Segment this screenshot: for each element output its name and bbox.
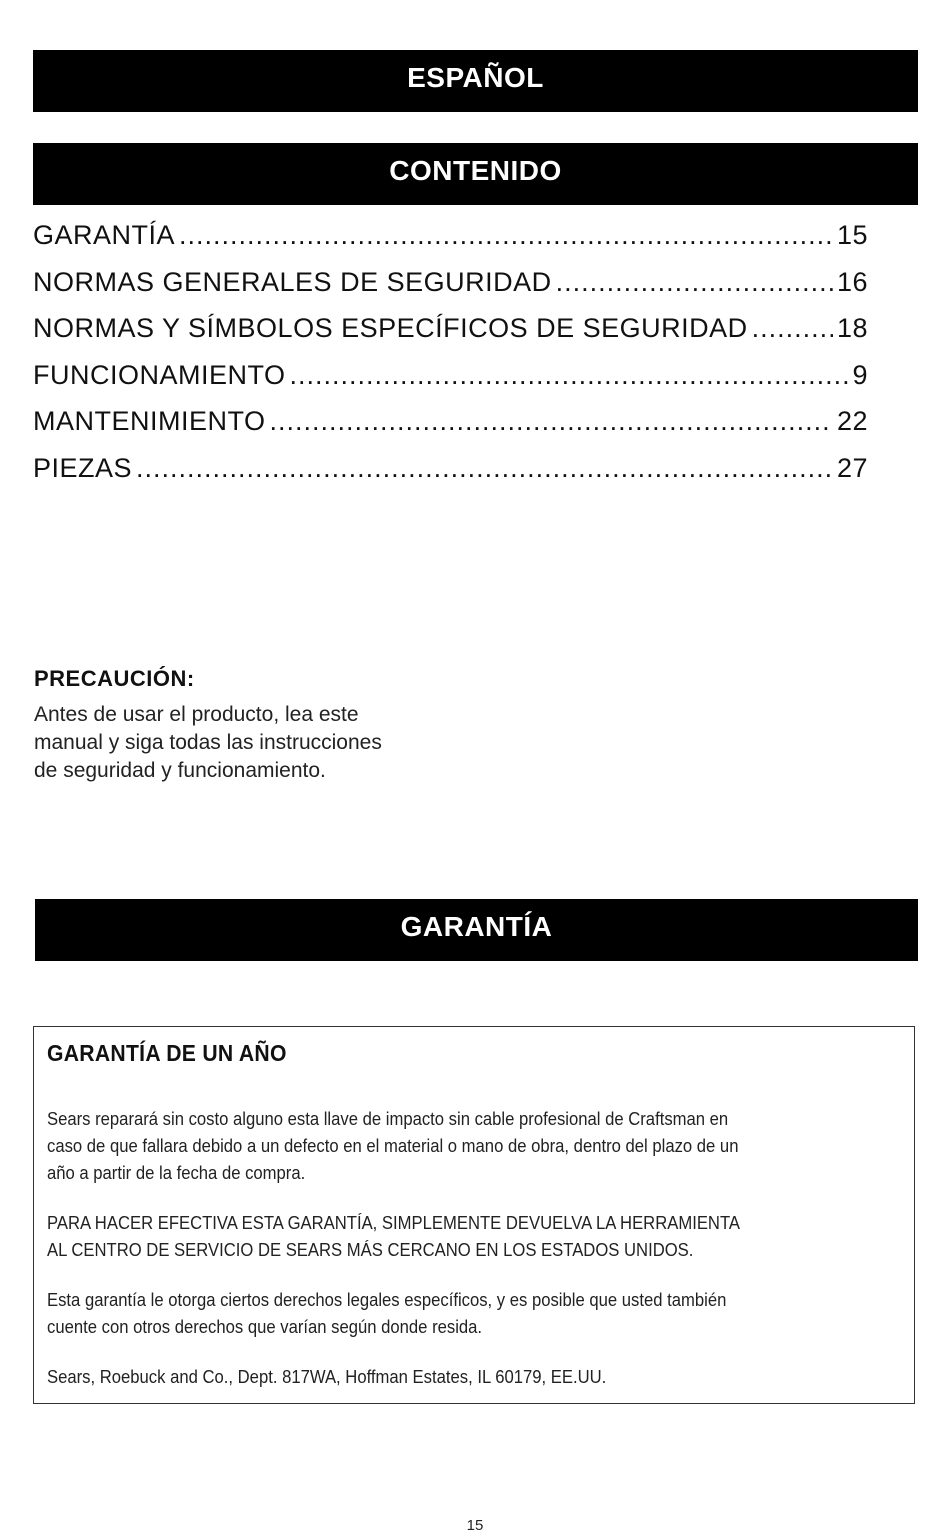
toc-dot-leader	[290, 360, 849, 391]
toc-item-page: 27	[836, 452, 868, 483]
warranty-header-bar	[35, 899, 918, 961]
page-number: 15	[466, 1517, 484, 1534]
caution-text	[34, 701, 454, 785]
caution-line: Antes de usar el producto, lea este	[34, 703, 359, 726]
warranty-address	[47, 1363, 884, 1390]
toc-item-funcionamiento[interactable]	[33, 360, 868, 407]
warranty-line: PARA HACER EFECTIVA ESTA GARANTÍA, SIMPLEMENTE DEVUELVA LA HERRAMIENTA	[47, 1212, 740, 1233]
warranty-line: Sears, Roebuck and Co., Dept. 817WA, Hoffman Estates, IL 60179, EE.UU.	[47, 1366, 607, 1387]
toc-item-title: NORMAS GENERALES DE SEGURIDAD	[33, 266, 552, 297]
toc-dot-leader	[270, 406, 833, 437]
warranty-paragraph	[47, 1209, 884, 1263]
toc-item-piezas[interactable]	[33, 453, 868, 500]
table-of-contents	[33, 220, 868, 499]
warranty-line: AL CENTRO DE SERVICIO DE SEARS MÁS CERCANO EN LOS ESTADOS UNIDOS.	[47, 1239, 694, 1260]
caution-line: de seguridad y funcionamiento.	[34, 759, 326, 782]
toc-item-page: 18	[836, 313, 868, 343]
warranty-paragraph	[47, 1286, 884, 1340]
toc-item-page: 9	[852, 359, 868, 390]
language-header-bar	[33, 50, 918, 112]
toc-dot-leader	[136, 453, 833, 484]
warranty-paragraph	[47, 1105, 884, 1186]
toc-item-page: 22	[836, 406, 868, 436]
caution-title: PRECAUCIÓN:	[34, 666, 195, 691]
toc-dot-leader	[556, 267, 833, 298]
warranty-box-heading: GARANTÍA DE UN AÑO	[47, 1040, 287, 1066]
warranty-line: caso de que fallara debido a un defecto en el material o mano de obra, dentro del plazo de un	[47, 1135, 739, 1156]
toc-item-page: 15	[836, 220, 868, 250]
warranty-line: Sears reparará sin costo alguno esta llave de impacto sin cable profesional de Craftsman en	[47, 1108, 729, 1129]
toc-item-normas-especificas[interactable]	[33, 313, 868, 360]
warranty-line: año a partir de la fecha de compra.	[47, 1162, 306, 1183]
toc-item-title: MANTENIMIENTO	[33, 406, 266, 436]
toc-item-page: 16	[836, 266, 868, 297]
toc-item-normas-generales[interactable]	[33, 267, 868, 314]
toc-item-title: FUNCIONAMIENTO	[33, 359, 286, 390]
language-title: ESPAÑOL	[407, 62, 544, 93]
contents-header-bar	[33, 143, 918, 205]
contents-title: CONTENIDO	[389, 155, 562, 186]
toc-item-title: GARANTÍA	[33, 220, 176, 250]
warranty-line: Esta garantía le otorga ciertos derechos legales específicos, y es posible que usted también	[47, 1289, 727, 1310]
toc-item-title: PIEZAS	[33, 452, 133, 483]
toc-item-mantenimiento[interactable]	[33, 406, 868, 453]
warranty-line: cuente con otros derechos que varían según donde resida.	[47, 1316, 483, 1337]
toc-dot-leader	[752, 313, 833, 344]
toc-item-garantia[interactable]	[33, 220, 868, 267]
caution-line: manual y siga todas las instrucciones	[34, 731, 382, 754]
toc-item-title: NORMAS Y SÍMBOLOS ESPECÍFICOS DE SEGURIDAD	[33, 313, 748, 343]
toc-dot-leader	[179, 220, 833, 251]
warranty-section-title: GARANTÍA	[400, 911, 553, 942]
